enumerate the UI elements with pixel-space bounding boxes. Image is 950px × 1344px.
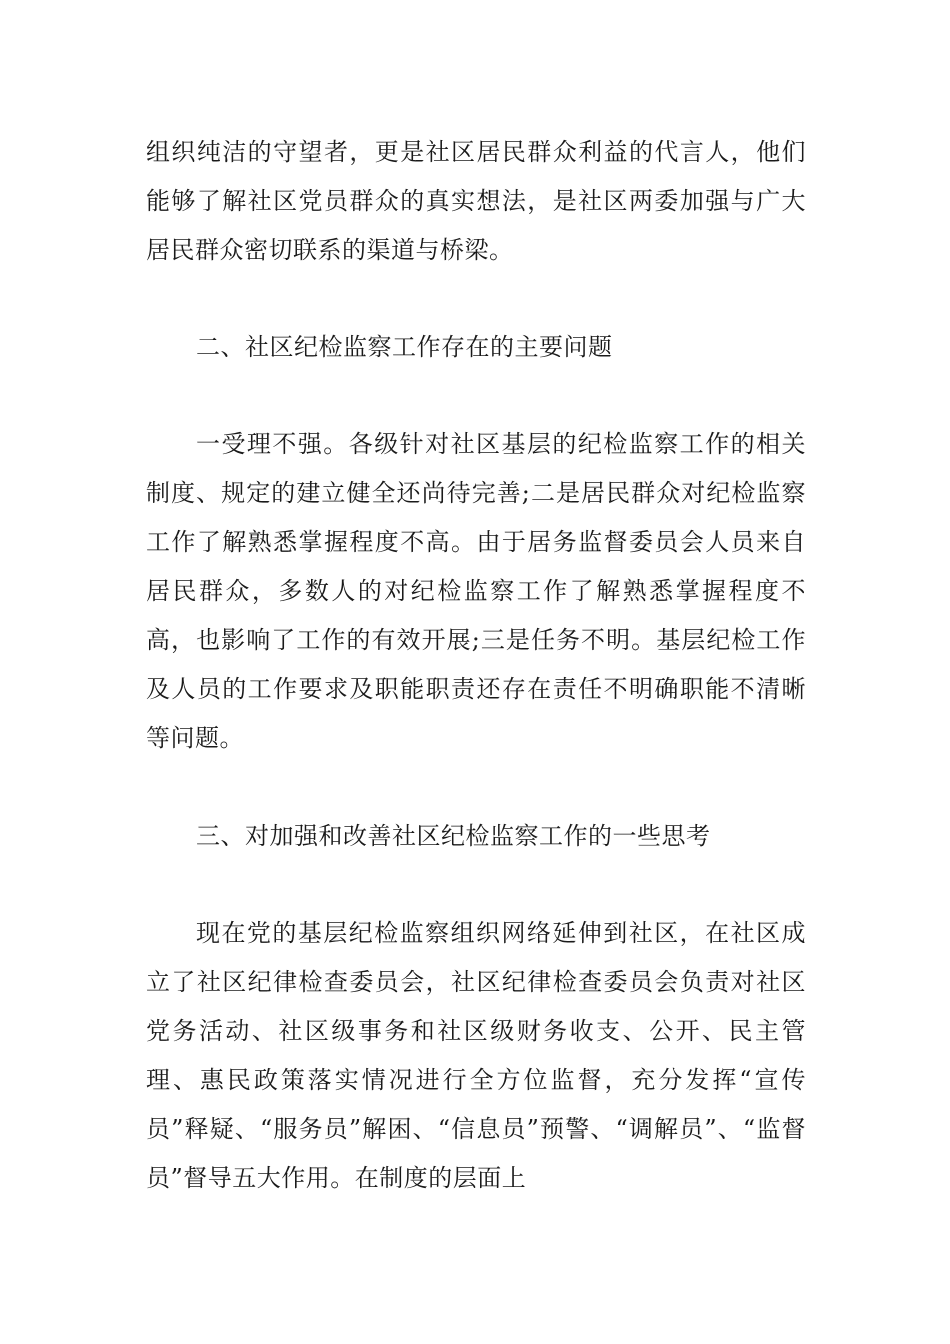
paragraph-spacer [146, 861, 806, 909]
paragraph-spacer [146, 763, 806, 812]
section-heading-2: 二、社区纪检监察工作存在的主要问题 [196, 333, 613, 361]
paragraph-continuation: 组织纯洁的守望者，更是社区居民群众利益的代言人，他们能够了解社区党员群众的真实想法，是社区两委加强与广大居民群众密切联系的渠道与桥梁。 [146, 138, 806, 264]
document-body [146, 128, 806, 1203]
paragraph-spacer [146, 372, 806, 420]
paragraph-problems: 一受理不强。各级针对社区基层的纪检监察工作的相关制度、规定的建立健全还尚待完善;二是居民群众对纪检监察工作了解熟悉掌握程度不高。由于居务监督委员会人员来自居民群众，多数人的对纪检监察工作了解熟悉掌握程度不高，也影响了工作的有效开展;三是任务不明。基层纪检工作及人员的工作要求及职能职责还存在责任不明确职能不清晰等问题。 [146, 430, 806, 752]
paragraph-spacer [146, 275, 806, 323]
section-heading-3: 三、对加强和改善社区纪检监察工作的一些思考 [196, 822, 711, 850]
paragraph-thoughts: 现在党的基层纪检监察组织网络延伸到社区，在社区成立了社区纪律检查委员会，社区纪律检查委员会负责对社区党务活动、社区级事务和社区级财务收支、公开、民主管理、惠民政策落实情况进行全方位监督，充分发挥“宣传员”释疑、“服务员”解困、“信息员”预警、“调解员”、“监督员”督导五大作用。在制度的层面上 [146, 919, 806, 1192]
